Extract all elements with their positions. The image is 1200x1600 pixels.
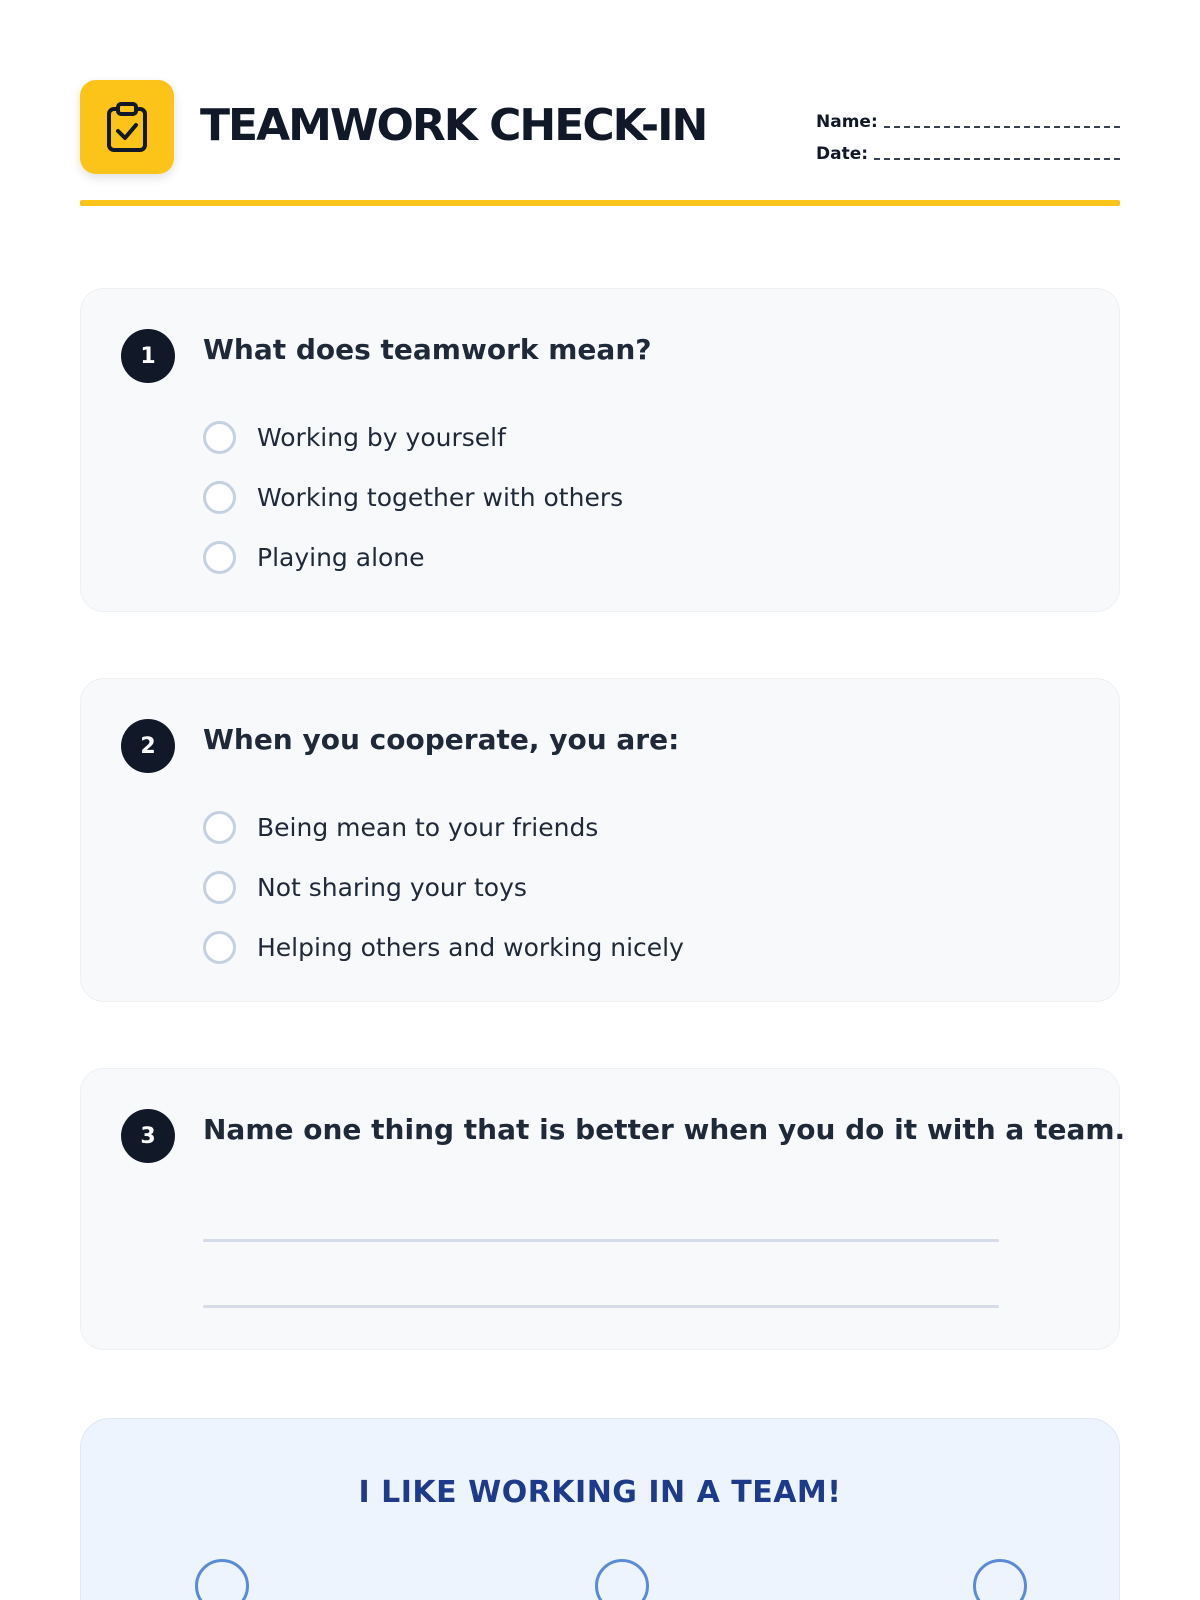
radio-circle[interactable] (203, 541, 236, 574)
option-label: Not sharing your toys (257, 872, 527, 902)
answer-option[interactable] (203, 917, 684, 977)
self-rating-panel (80, 1418, 1120, 1600)
question-text: Name one thing that is better when you do it with a team. (203, 1113, 1126, 1146)
answer-option[interactable] (203, 857, 684, 917)
radio-circle[interactable] (203, 421, 236, 454)
option-label: Being mean to your friends (257, 812, 599, 842)
radio-circle[interactable] (203, 871, 236, 904)
clipboard-check-icon (105, 101, 149, 153)
question-number-badge: 3 (121, 1109, 175, 1163)
question-number-badge: 1 (121, 329, 175, 383)
option-label: Working together with others (257, 482, 624, 512)
question-number-badge: 2 (121, 719, 175, 773)
question-card-1 (80, 288, 1120, 612)
rating-face-icon[interactable] (195, 1559, 249, 1600)
option-label: Playing alone (257, 542, 425, 572)
logo-badge (80, 80, 174, 174)
self-rating-title: I LIKE WORKING IN A TEAM! (358, 1475, 842, 1510)
option-label: Helping others and working nicely (257, 932, 684, 962)
name-field[interactable] (884, 112, 1120, 128)
student-info (816, 100, 1120, 164)
rating-face-icon[interactable] (595, 1559, 649, 1600)
answer-option[interactable] (203, 467, 623, 527)
answer-option[interactable] (203, 527, 623, 587)
date-row (816, 132, 1120, 164)
date-field[interactable] (874, 144, 1120, 160)
header (80, 80, 1120, 172)
date-label: Date: (816, 144, 869, 164)
answer-option[interactable] (203, 407, 623, 467)
radio-circle[interactable] (203, 481, 236, 514)
page-title: TEAMWORK CHECK-IN (200, 100, 707, 151)
question-card-3 (80, 1068, 1126, 1350)
radio-circle[interactable] (203, 811, 236, 844)
option-label: Working by yourself (257, 422, 506, 452)
answer-option[interactable] (203, 797, 684, 857)
name-label: Name: (816, 112, 878, 132)
answer-writing-line[interactable] (203, 1305, 999, 1308)
name-row (816, 100, 1120, 132)
answer-options (203, 797, 684, 977)
answer-options (203, 407, 623, 587)
radio-circle[interactable] (203, 931, 236, 964)
question-text: When you cooperate, you are: (203, 723, 680, 756)
header-divider (80, 200, 1120, 206)
answer-writing-line[interactable] (203, 1239, 999, 1242)
rating-face-icon[interactable] (973, 1559, 1027, 1600)
question-card-2 (80, 678, 1120, 1002)
question-text: What does teamwork mean? (203, 333, 652, 366)
